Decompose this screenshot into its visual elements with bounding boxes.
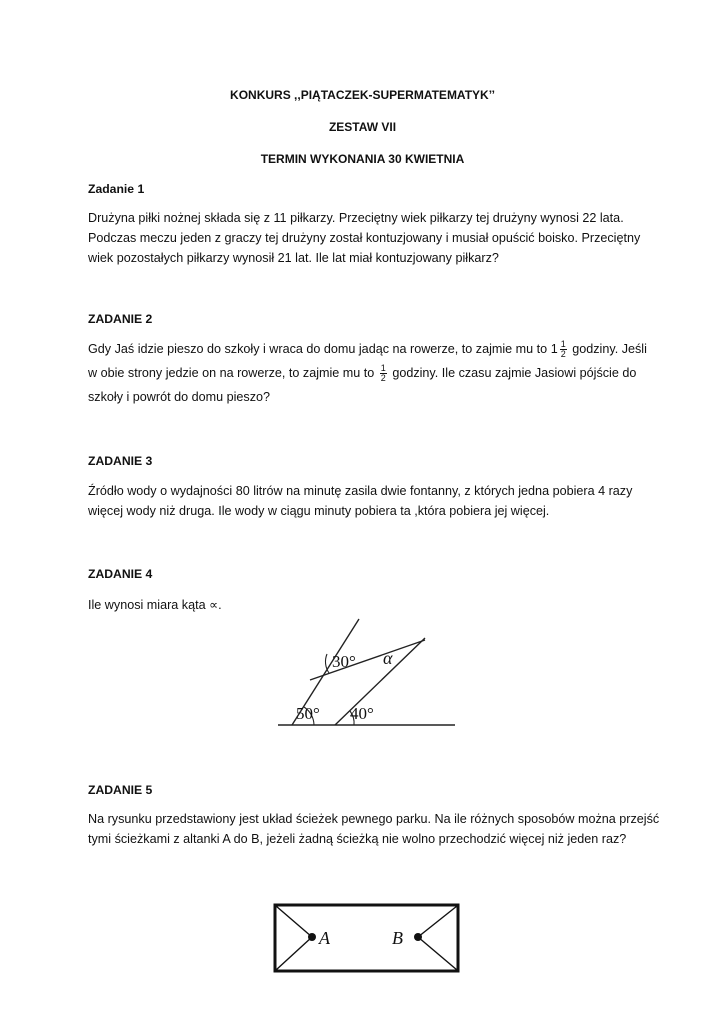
task3-text <box>88 481 648 521</box>
path-a-bottom <box>276 937 312 970</box>
fraction-numerator: 1 <box>380 363 386 374</box>
point-a-label: A <box>319 928 330 948</box>
angle-label-50: 50° <box>296 704 320 723</box>
task2-line: szkoły i powrót do domu pieszo? <box>88 390 271 404</box>
task1-line: Podczas meczu jeden z graczy tej drużyny został kontuzjowany i musiał opuścić boisko. Przeciętny <box>88 231 641 245</box>
task1-text <box>88 208 648 268</box>
task5-line: Na rysunku przedstawiony jest układ ścieżek pewnego parku. Na ile różnych sposobów można przejść <box>88 812 660 826</box>
path-b-bottom <box>418 937 457 970</box>
point-b <box>414 933 422 941</box>
set-title: ZESTAW VII <box>328 120 397 134</box>
mixed-number-fraction <box>560 340 567 359</box>
task1-line: wiek pozostałych piłkarzy wynosił 21 lat. Ile lat miał kontuzjowany piłkarz? <box>88 251 499 265</box>
deadline-title: TERMIN WYKONANIA 30 KWIETNIA <box>260 152 465 166</box>
task2-line <box>88 339 648 363</box>
task2-line1-end: godziny. Jeśli <box>572 342 647 356</box>
point-b-label: B <box>392 928 403 948</box>
half-fraction <box>380 364 387 383</box>
contest-title: KONKURS ,,PIĄTACZEK-SUPERMATEMATYK’’ <box>230 88 495 102</box>
path-b-top <box>418 906 457 937</box>
task3-line: Źródło wody o wydajności 80 litrów na minutę zasila dwie fontanny, z których jedna pobiera 4 razy <box>88 484 633 498</box>
task2-text <box>88 339 648 407</box>
park-rectangle <box>275 905 458 971</box>
fraction-denominator: 2 <box>380 373 386 384</box>
task5-heading: ZADANIE 5 <box>88 783 153 797</box>
task3-line: więcej wody niż druga. Ile wody w ciągu minuty pobiera ta ,która pobiera jej więcej. <box>88 504 550 518</box>
task1-heading: Zadanie 1 <box>88 182 145 196</box>
mixed-number-whole: 1 <box>550 342 558 356</box>
fraction-numerator: 1 <box>560 339 566 350</box>
angle-label-30: 30° <box>332 652 356 671</box>
task1-line: Drużyna piłki nożnej składa się z 11 piłkarzy. Przeciętny wiek piłkarzy tej drużyny wynosi 22 lata. <box>88 211 624 225</box>
task4-question: Ile wynosi miara kąta ∝. <box>88 598 222 612</box>
task2-line2-start: w obie strony jedzie on na rowerze, to zajmie mu to <box>88 366 378 380</box>
park-paths-figure <box>272 900 462 976</box>
task2-line2-end: godziny. Ile czasu zajmie Jasiowi pójście do <box>392 366 637 380</box>
path-a-top <box>276 906 312 937</box>
task5-line: tymi ścieżkami z altanki A do B, jeżeli żadną ścieżką nie wolno przechodzić więcej niż jeden raz? <box>88 832 627 846</box>
angle-label-40: 40° <box>350 704 374 723</box>
angle-figure <box>270 612 460 734</box>
task2-line1-start: Gdy Jaś idzie pieszo do szkoły i wraca do domu jadąc na rowerze, to zajmie mu to <box>88 342 551 356</box>
angle-label-alpha: α <box>383 648 393 668</box>
transversal-line <box>310 640 425 680</box>
task2-line <box>88 363 648 387</box>
task2-heading: ZADANIE 2 <box>88 312 153 326</box>
task5-text <box>88 809 660 849</box>
task3-heading: ZADANIE 3 <box>88 454 153 468</box>
point-a <box>308 933 316 941</box>
fraction-denominator: 2 <box>560 349 566 360</box>
task4-heading: ZADANIE 4 <box>88 567 153 581</box>
